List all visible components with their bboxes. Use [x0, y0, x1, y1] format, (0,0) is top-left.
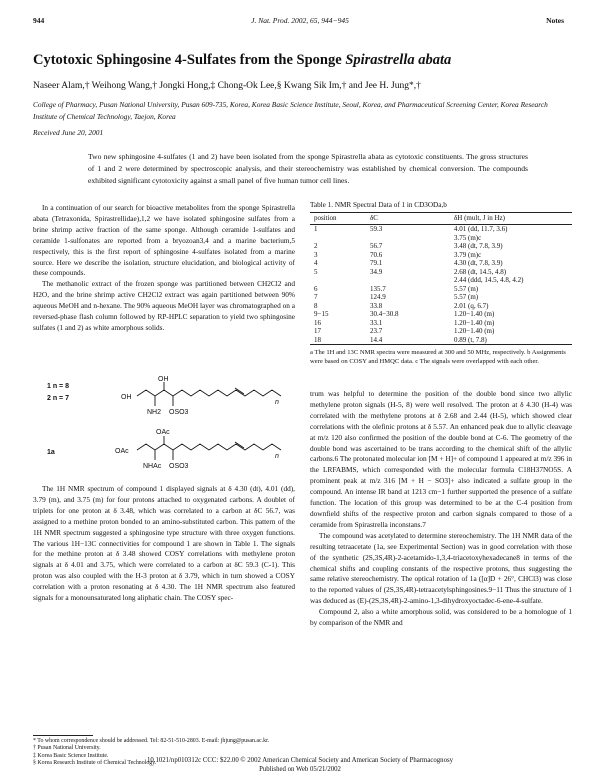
table-row: 17 23.7 1.20−1.40 (m) — [314, 327, 495, 335]
table-row: 2.44 (ddd, 14.5, 4.8, 4.2) — [454, 276, 524, 284]
table-row: 1 59.3 4.01 (dd, 11.7, 3.6) — [314, 225, 508, 233]
table-row: 6 135.7 5.57 (m) — [314, 284, 479, 293]
nmr-paragraph: The 1H NMR spectrum of compound 1 displayed signals at δ 4.30 (dt), 4.01 (dd), 3.79 (m), and 3.75 (m) for four protons attached to oxygenated carbons. A doublet of triplets for one proton at δ 3.48, which was correlated to a carbon at δC 56.7, was assigned to a methine proton bonded to an amino-substituted carbon. This pattern of the 1H NMR spectrum suggested a sphingosine type structure with three oxygen functions. The various 1H−13C connectivities for compound 1 are shown in Table 1. The signals for the methine proton at δ 3.48 showed COSY correlations with methylene proton signals at δ 4.01 and 3.75, which were correlated to a carbon at δC 59.3 (C-1). This proton was also coupled with the H-3 proton at δ 3.79, which in turn showed a COSY correlation with a proton resonating at δ 4.30. The 1H NMR spectrum also featured signals for a monounsaturated long aliphatic chain. The COSY spec- — [33, 484, 295, 603]
table-row: 16 33.1 1.20−1.40 (m) — [314, 318, 495, 327]
table-row: 3.75 (m)c — [454, 233, 482, 242]
acetoxy-group: OAc — [115, 448, 129, 455]
page-footer — [0, 757, 600, 774]
doi-line: 10.1021/np010312c CCC: $22.00 © 2002 American Chemical Society and American Society of Pharmacognosy — [146, 757, 454, 764]
nmr-table — [310, 201, 572, 366]
table-row: 2 56.7 3.48 (dt, 7.8, 3.9) — [314, 242, 503, 250]
intro-paragraph: In a continuation of our search for bioactive metabolites from the sponge Spirastrella abata (Tetraxonida, Spirastrellidae),1,2 we have isolated sphingosine sulfates from a brine shrimp active fraction of the same sponge. Although ceramide 1-sulfates and ceramide 1-sulfonates are reported from a bryozoan3,4 and a marine bacterium,5 respectively, this is the first report of sphingosine 4-sulfates isolated from a marine source. Here we describe the isolation, structure elucidation, and biological activity of these compounds. — [33, 203, 295, 278]
extraction-paragraph: The methanolic extract of the frozen sponge was partitioned between CH2Cl2 and H2O, and the brine shrimp active CH2Cl2 extract was again partitioned between 90% aqueous MeOH and n-hexane. The 90% aqueous MeOH layer was chromatographed on a reversed-phase flash column followed by RP-HPLC separation to yield two sphingosine sulfates (1 and 2) as white amorphous solids. — [33, 279, 295, 332]
footnote-affil-3: § Korea Research Institute of Chemical Technology. — [33, 760, 157, 767]
compound-label-2: 2 n = 7 — [47, 395, 69, 402]
compound-label-1a: 1a — [47, 449, 55, 456]
table-footnote: a The 1H and 13C NMR spectra were measured at 300 and 50 MHz, respectively. b Assignments were based on COSY and HMQC data. c The signals were overlapped with each other. — [310, 349, 566, 365]
table-row: 4 79.1 4.30 (dt, 7.8, 3.9) — [314, 259, 503, 267]
compound2-paragraph: Compound 2, also a white amorphous solid, was considered to be a homologue of 1 by comparison of the NMR and — [310, 607, 572, 628]
left-column-nmr — [33, 484, 295, 604]
affiliations: College of Pharmacy, Pusan National University, Pusan 609-735, Korea, Korea Basic Science Institute, Seoul, Korea, and Pharmaceutical Screening Center, Korea Research Institute of Chemical Technology, Taejon, Korea — [33, 100, 548, 121]
left-column-intro — [33, 203, 295, 334]
footnote-affil-1: † Pusan National University. — [33, 745, 101, 752]
section-label: Notes — [546, 16, 564, 25]
amino-group: NH2 — [147, 409, 162, 416]
table-row: 9−15 30.4−30.8 1.20−1.40 (m) — [314, 310, 495, 318]
received-date: Received June 20, 2001 — [33, 128, 104, 137]
sulfate-group-1a: OSO3 — [169, 463, 189, 470]
chain-index-1a: n — [275, 453, 279, 460]
table-body — [310, 225, 572, 344]
table-header: position δC δH (mult, J in Hz) — [314, 214, 505, 222]
acetamido-group: NHAc — [143, 463, 162, 470]
chemical-structures — [33, 374, 295, 478]
oh-group: OH — [121, 394, 132, 401]
footnote-rule — [33, 735, 93, 736]
author-list: Naseer Alam,† Weihong Wang,† Jongki Hong,‡ Chong-Ok Lee,§ Kwang Sik Im,† and Jee H. Jung*,† — [33, 81, 421, 91]
sulfate-group: OSO3 — [169, 409, 189, 416]
table-row: 3 70.6 3.79 (m)c — [314, 250, 482, 259]
table-row: 18 14.4 0.89 (t, 7.8) — [314, 335, 487, 344]
abstract: Two new sphingosine 4-sulfates (1 and 2) have been isolated from the sponge Spirastrella abata as cytotoxic constituents. The gross structures of 1 and 2 were determined by spectroscopic analysis, and their stereochemistry was established by chemical conversion. The compounds exhibited significant cytotoxicity against a small panel of five human tumor cell lines. — [88, 152, 528, 185]
article-title: Cytotoxic Sphingosine 4-Sulfates from the Sponge Spirastrella abata — [33, 52, 452, 68]
right-column — [310, 389, 572, 629]
chain-index: n — [275, 399, 279, 406]
table-row: 8 33.8 2.01 (q, 6.7) — [314, 301, 489, 310]
footnote-affil-2: ‡ Korea Basic Science Institute. — [33, 752, 109, 759]
page-number: 944 — [33, 16, 45, 25]
oh-group-3: OH — [158, 376, 169, 383]
stereochemistry-paragraph: The compound was acetylated to determine stereochemistry. The 1H NMR data of the resulting tetraacetate (1a, see Experimental Section) was in good correlation with those of the synthetic (2S,3S,4R)-2-acetamido-1,3,4-triacetoxyhexadecane8 in terms of the chemical shifts and coupling constants of the respective protons, thus suggesting the same relative stereochemistry. The optical rotation of 1a ([α]D + 26°, CHCl3) was close to the reported values of (2S,3S,4R)-tetraacetylsphingosines.9−11 Thus the structure of 1 was deduced as (E)-(2S,3S,4R)-2-amino-1,3-dihydroxyoctadec-6-ene-4-sulfate. — [310, 530, 572, 606]
table-row: 5 34.9 2.68 (dt, 14.5, 4.8) — [314, 267, 507, 276]
allylic-paragraph: trum was helpful to determine the position of the double bond since two allylic methylene proton signals (H-5, 8) were well resolved. The proton at δ 4.30 (H-4) was correlated with the methylene protons at δ 2.68 and 2.44 (H-5), which showed clear correlations with the olefinic protons at δ 5.57. An enhanced peak due to allylic cleavage at m/z 120 also confirmed the position of the double bond at C-6. The geometry of the double bond was ascertained to be trans according to the chemical shift of the allylic carbons.6 The protonated molecular ion [M + H]+ of compound 1 appeared at m/z 396 in the LRFABMS, which corresponded with the molecular formula C18H37NO5S. A prominent peak at m/z 316 [M + H − SO3]+ also indicated a sulfate group in the compound. An intense IR band at 1213 cm−1 further supported the presence of a sulfate function. The location of this group was determined to be at the C-4 position from downfield shifts of the respective proton and carbon signals compared to those of a ceramide from Spirastrella inconstans.7 — [310, 389, 572, 529]
table-caption: Table 1. NMR Spectral Data of 1 in CD3ODa,b — [310, 201, 447, 209]
footnote-correspondence: * To whom correspondence should be addressed. Tel: 82-51-510-2803. E-mail: jhjung@pusan.ac.kr. — [33, 738, 270, 744]
published-line: Published on Web 05/21/2002 — [259, 765, 341, 773]
table-row: 7 124.9 5.57 (m) — [314, 293, 479, 301]
running-head: J. Nat. Prod. 2002, 65, 944−945 — [251, 16, 349, 25]
compound-label-1: 1 n = 8 — [47, 383, 69, 390]
acetoxy-group-3: OAc — [156, 429, 170, 436]
